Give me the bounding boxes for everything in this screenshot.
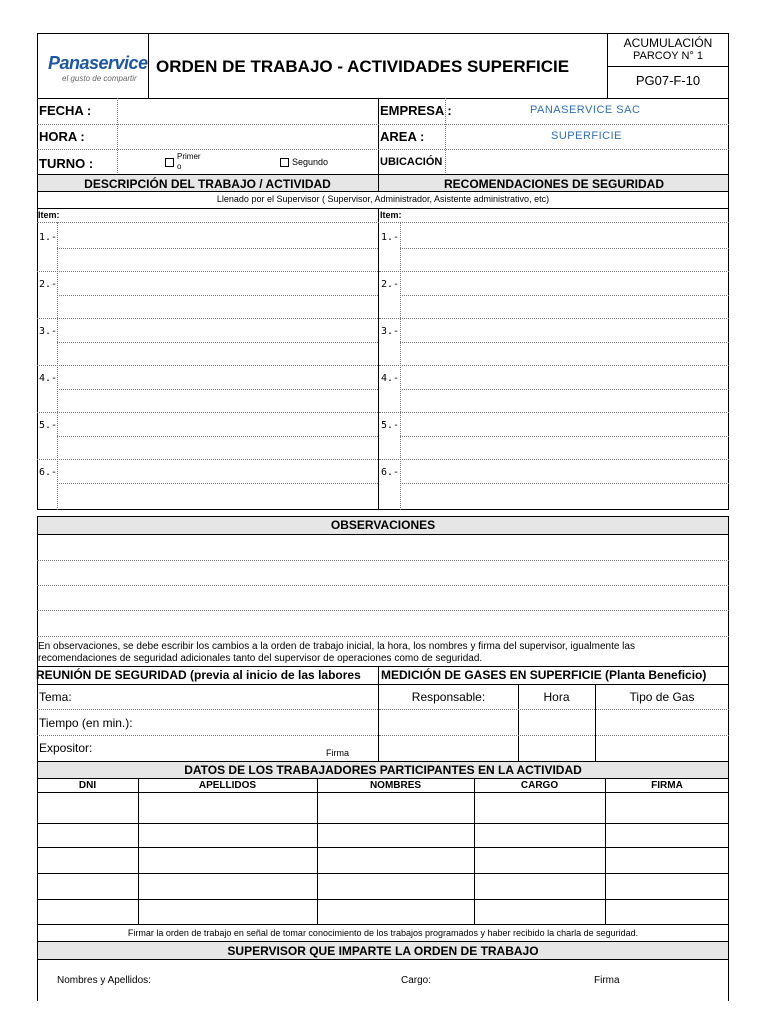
rec-item-number: 5.- <box>381 420 400 431</box>
observaciones-header: OBSERVACIONES <box>330 518 436 532</box>
rec-item-number: 1.- <box>381 232 400 243</box>
logo-divider <box>148 33 149 99</box>
form-code: PG07-F-10 <box>635 73 701 88</box>
tema-label: Tema: <box>39 690 72 704</box>
turno-primero-checkbox[interactable] <box>165 158 174 167</box>
hora-field[interactable] <box>118 125 377 149</box>
turno-label: TURNO : <box>39 156 94 171</box>
expositor-field[interactable] <box>100 737 320 759</box>
empresa-label: EMPRESA : <box>380 103 452 118</box>
desc-item-number: 3.- <box>39 326 58 337</box>
tiempo-field[interactable] <box>140 711 376 733</box>
tiempo-label: Tiempo (en min.): <box>39 716 133 730</box>
rec-item-number: 2.- <box>381 279 400 290</box>
desc-item-number: 5.- <box>39 420 58 431</box>
workers-header: DATOS DE LOS TRABAJADORES PARTICIPANTES EN LA ACTIVIDAD <box>184 763 582 777</box>
workers-note: Firmar la orden de trabajo en señal de tomar conocimiento de los trabajos programados y haber recibido la charla de seguridad. <box>127 928 639 938</box>
observaciones-field[interactable] <box>38 535 728 635</box>
supervisor-header: SUPERVISOR QUE IMPARTE LA ORDEN DE TRABAJO <box>227 944 539 958</box>
responsable-label: Responsable: <box>411 690 486 704</box>
rec-item-number: 6.- <box>381 467 400 478</box>
fecha-label: FECHA : <box>39 103 92 118</box>
desc-header: DESCRIPCIÓN DEL TRABAJO / ACTIVIDAD <box>84 177 331 191</box>
ubicacion-label: UBICACIÓN <box>380 156 443 168</box>
col-firma: FIRMA <box>651 780 683 791</box>
rec-item-label: Item: <box>380 210 402 220</box>
logo-slogan: el gusto de compartir <box>62 74 137 83</box>
parcoy-label: PARCOY N° 1 <box>632 50 703 62</box>
hora-gas-label: Hora <box>543 690 570 704</box>
rec-item-number: 3.- <box>381 326 400 337</box>
empresa-value: PANASERVICE SAC <box>530 104 641 116</box>
col-dni: DNI <box>78 780 97 791</box>
desc-item-number: 4.- <box>39 373 58 384</box>
tipo-gas-label: Tipo de Gas <box>629 690 695 704</box>
desc-item-number: 2.- <box>39 279 58 290</box>
supervisor-cargo-label: Cargo: <box>401 975 432 986</box>
turno-segundo-checkbox[interactable] <box>280 158 289 167</box>
desc-item-number: 6.- <box>39 467 58 478</box>
col-cargo: CARGO <box>520 780 559 791</box>
expositor-firma-label: Firma <box>326 748 349 758</box>
company-logo: Panaservice <box>48 53 148 73</box>
desc-item-number: 1.- <box>39 232 58 243</box>
area-label: AREA : <box>380 129 425 144</box>
expositor-label: Expositor: <box>39 741 93 755</box>
workers-table <box>37 778 729 925</box>
observaciones-note-1: En observaciones, se debe escribir los cambios a la orden de trabajo inicial, la hora, los nombres y firma del supervisor, igualmente las <box>38 641 635 652</box>
acumulacion-label: ACUMULACIÓN <box>623 36 713 50</box>
supervisor-firma-label: Firma <box>594 975 620 986</box>
gases-header: MEDICIÓN DE GASES EN SUPERFICIE (Planta Beneficio) <box>381 668 707 682</box>
desc-item-label: Item: <box>38 210 60 220</box>
hora-label: HORA : <box>39 129 85 144</box>
area-value: SUPERFICIE <box>551 130 623 142</box>
tema-field[interactable] <box>80 686 376 708</box>
rec-header: RECOMENDACIONES DE SEGURIDAD <box>443 177 665 191</box>
col-apellidos: APELLIDOS <box>198 780 257 791</box>
observaciones-note-2: recomendaciones de seguridad adicionales tanto del supervisor de operaciones como de seguridad. <box>38 653 483 664</box>
activities-subtitle: Llenado por el Supervisor ( Supervisor, Administrador, Asistente administrativo, etc) <box>216 194 550 204</box>
col-nombres: NOMBRES <box>369 780 422 791</box>
reunion-header: REUNIÓN DE SEGURIDAD (previa al inicio de las labores <box>36 668 361 682</box>
code-row-divider <box>607 66 729 67</box>
supervisor-nombres-label: Nombres y Apellidos: <box>57 975 151 986</box>
fecha-field[interactable] <box>118 99 377 123</box>
rec-item-number: 4.- <box>381 373 400 384</box>
page-title: ORDEN DE TRABAJO - ACTIVIDADES SUPERFICIE <box>156 57 570 76</box>
ubicacion-field[interactable] <box>446 150 728 174</box>
turno-primero-label: Primer o <box>177 152 201 171</box>
turno-segundo-label: Segundo <box>292 157 329 167</box>
